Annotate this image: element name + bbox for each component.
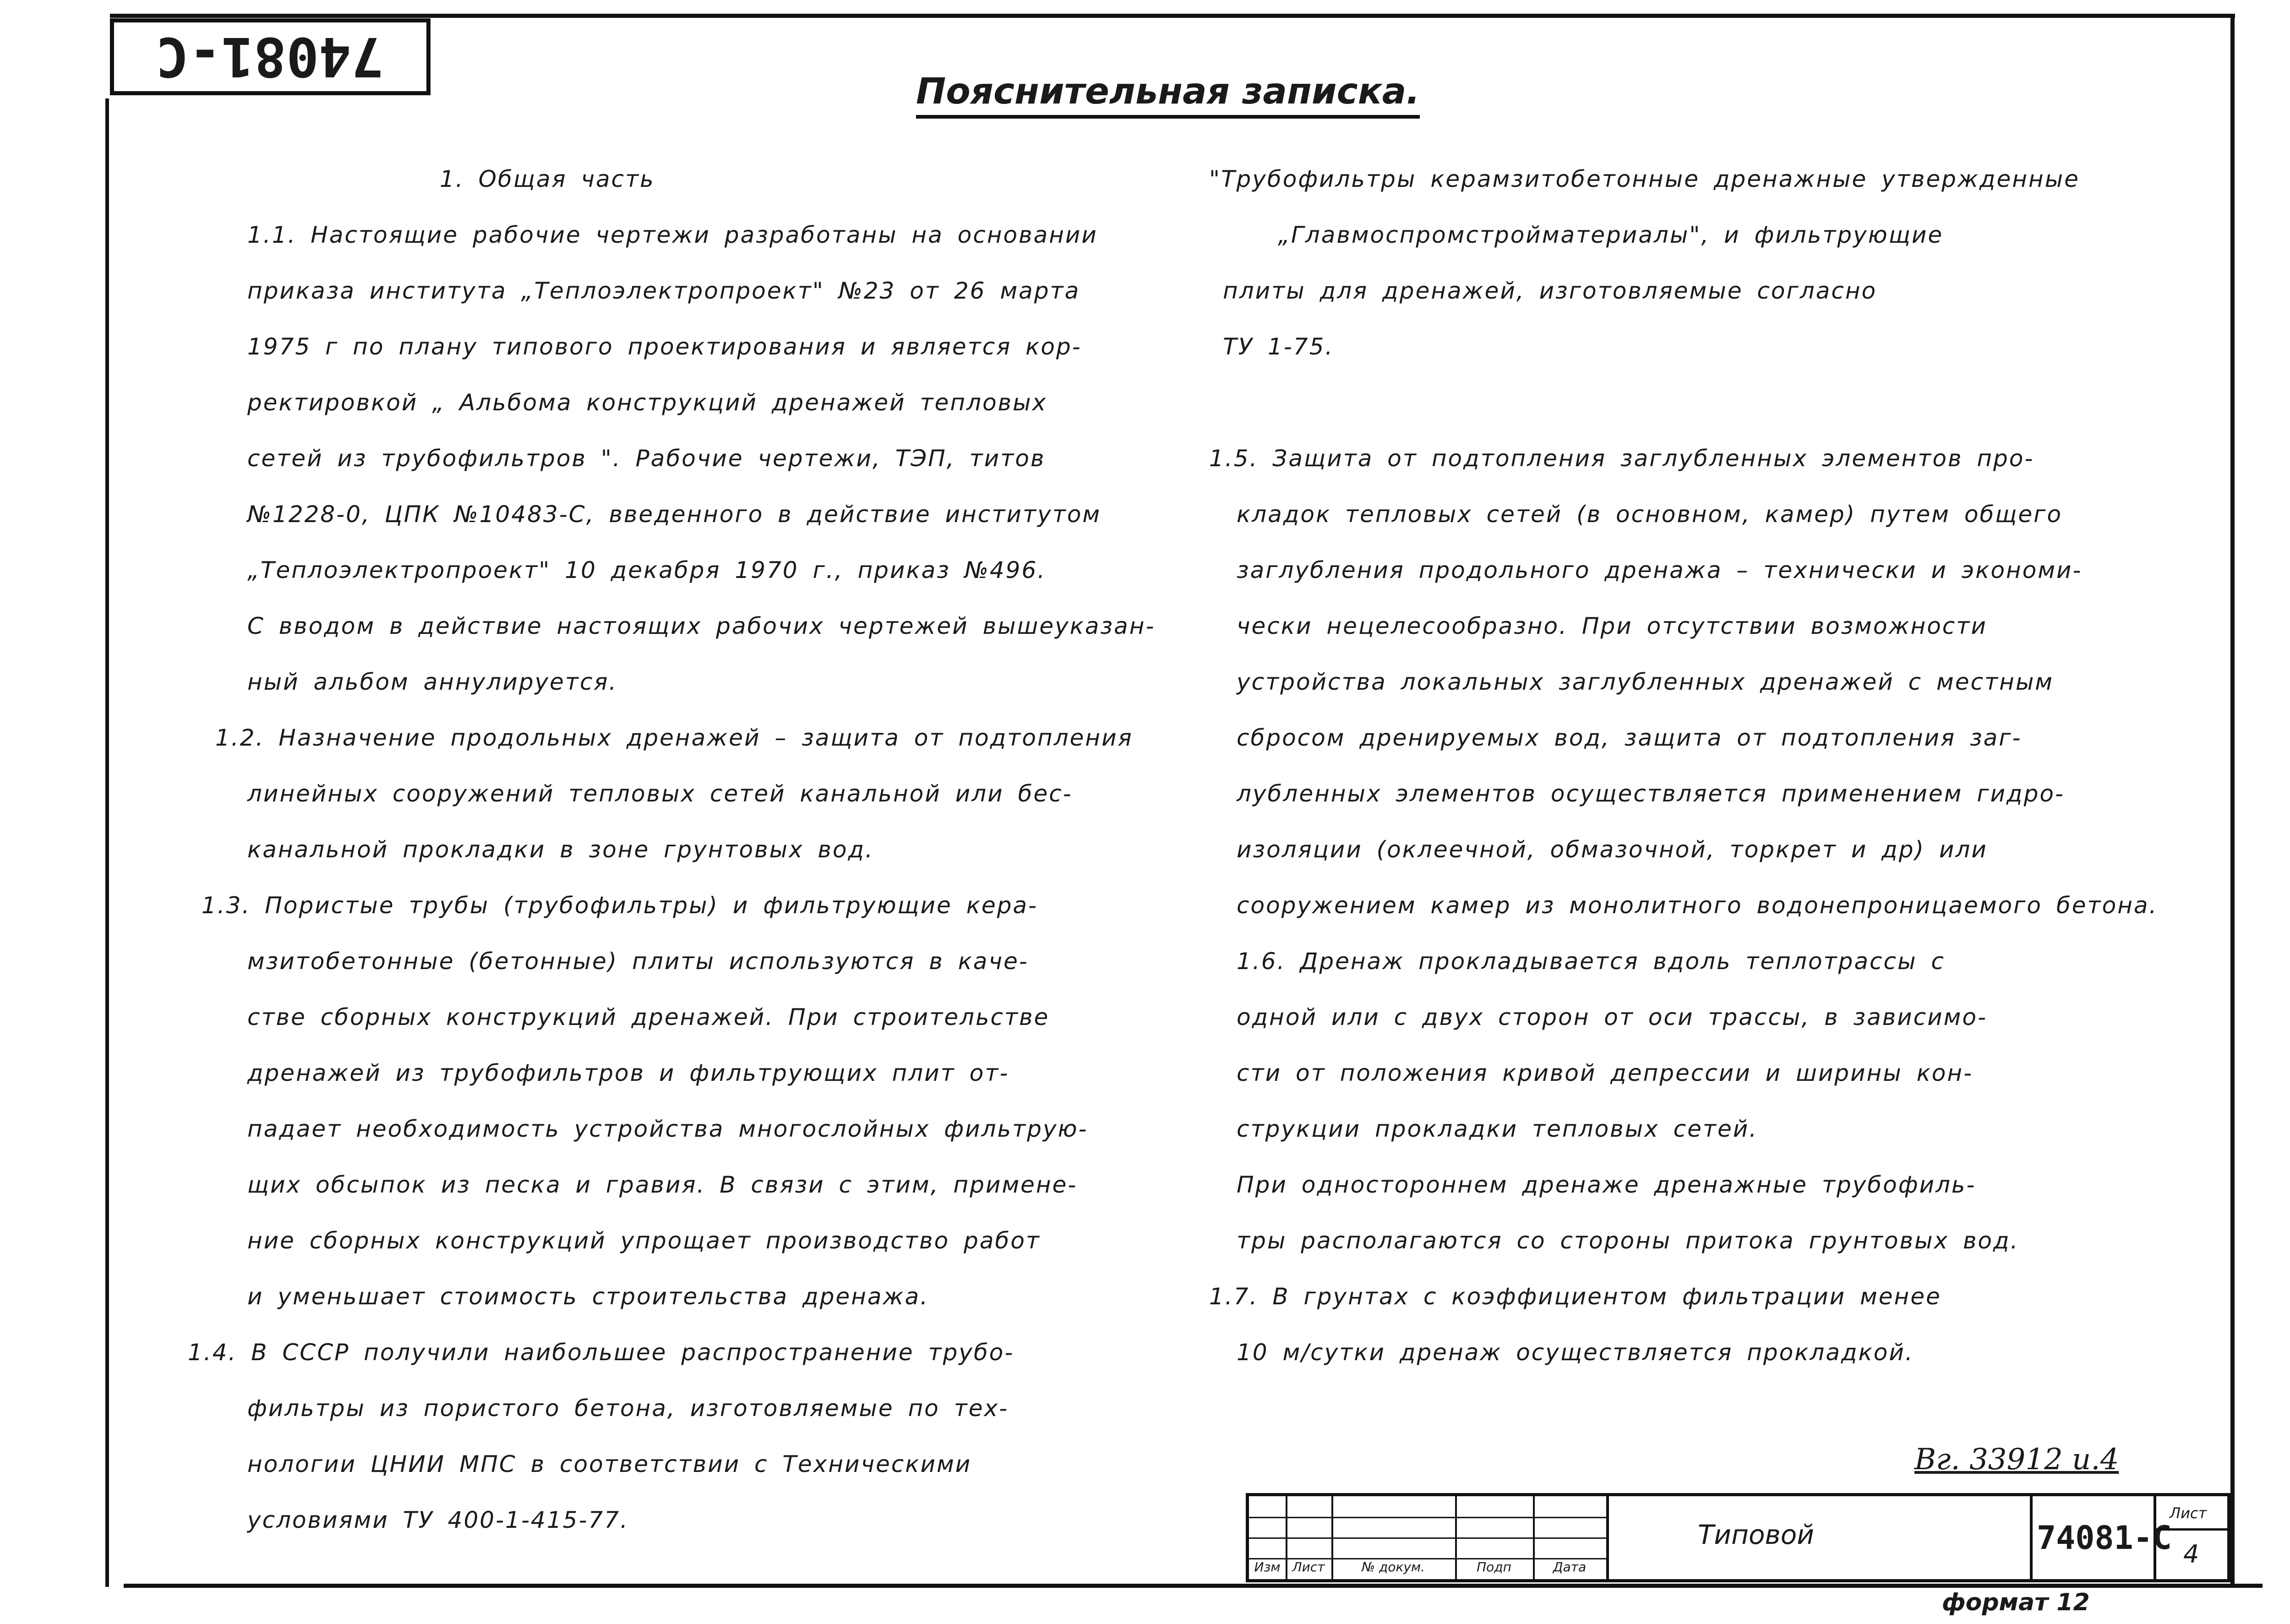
text-line: нологии ЦНИИ МПС в соответствии с Техническими <box>247 1451 972 1477</box>
text-line: 1975 г по плану типового проектирования и является кор- <box>247 333 1082 360</box>
document-number-stamp <box>110 18 431 95</box>
title-block-divider <box>1606 1496 1609 1579</box>
text-line: плиты для дренажей, изготовляемые согласно <box>1223 278 1877 304</box>
title-block-divider <box>2154 1496 2156 1579</box>
text-line: изоляции (оклеечной, обмазочной, торкрет и др) или <box>1237 836 1988 863</box>
text-line: ние сборных конструкций упрощает производство работ <box>247 1227 1041 1254</box>
text-line: приказа института „Теплоэлектропроект" №23 от 26 марта <box>247 278 1080 304</box>
archive-number: Вг. 33912 и.4 <box>1914 1443 2119 1477</box>
frame-top-border <box>110 14 2235 18</box>
text-line: лубленных элементов осуществляется применением гидро- <box>1237 780 2065 807</box>
frame-right-border <box>2230 14 2235 1587</box>
text-line: стве сборных конструкций дренажей. При строительстве <box>247 1004 1050 1030</box>
title-block-row-line <box>1249 1537 1606 1539</box>
text-line: При одностороннем дренаже дренажные трубофиль- <box>1237 1172 1976 1198</box>
text-line: 1.4. В СССР получили наибольшее распространение трубо- <box>188 1339 1014 1366</box>
frame-left-border <box>105 98 109 1587</box>
text-line: 1. Общая часть <box>440 166 655 192</box>
title-block-header: Изм <box>1254 1559 1281 1575</box>
text-line: дренажей из трубофильтров и фильтрующих плит от- <box>247 1060 1009 1086</box>
title-block-code: 74081-С <box>2037 1519 2172 1557</box>
text-line: ТУ 1-75. <box>1223 333 1334 360</box>
text-line: сетей из трубофильтров ". Рабочие чертежи, ТЭП, титов <box>247 445 1046 472</box>
text-line: 1.7. В грунтах с коэффициентом фильтрации менее <box>1209 1283 1941 1310</box>
text-line: 10 м/сутки дренаж осуществляется прокладкой. <box>1237 1339 1914 1366</box>
text-line: ный альбом аннулируется. <box>247 669 618 695</box>
text-line: №1228-0, ЦПК №10483-С, введенного в действие институтом <box>247 501 1101 528</box>
title-block-header: № докум. <box>1361 1559 1425 1575</box>
text-line: мзитобетонные (бетонные) плиты используются в каче- <box>247 948 1029 975</box>
text-line: ректировкой „ Альбома конструкций дренажей тепловых <box>247 389 1047 416</box>
text-line: 1.1. Настоящие рабочие чертежи разработаны на основании <box>247 222 1098 248</box>
text-line: С вводом в действие настоящих рабочих чертежей вышеуказан- <box>247 613 1156 639</box>
title-block-sheet-number: 4 <box>2183 1540 2199 1569</box>
paragraph-gap <box>1209 375 2194 431</box>
text-line: сбросом дренируемых вод, защита от подтопления заг- <box>1237 725 2022 751</box>
text-line: сти от положения кривой депрессии и ширины кон- <box>1237 1060 1974 1086</box>
title-block-row-line <box>1249 1517 1606 1518</box>
text-line: условиями ТУ 400-1-415-77. <box>247 1507 629 1533</box>
title-block-header: Лист <box>1292 1559 1325 1575</box>
text-line: кладок тепловых сетей (в основном, камер) путем общего <box>1237 501 2063 528</box>
page-title: Пояснительная записка. <box>916 71 1420 119</box>
text-line: струкции прокладки тепловых сетей. <box>1237 1116 1758 1142</box>
text-line: и уменьшает стоимость строительства дренажа. <box>247 1283 929 1310</box>
text-line: заглубления продольного дренажа – технически и экономи- <box>1237 557 2083 583</box>
text-line: 1.6. Дренаж прокладывается вдоль теплотрассы с <box>1237 948 1945 975</box>
text-line: падает необходимость устройства многослойных фильтрую- <box>247 1116 1088 1142</box>
text-line: „Теплоэлектропроект" 10 декабря 1970 г., приказ №496. <box>247 557 1047 583</box>
text-line: чески нецелесообразно. При отсутствии возможности <box>1237 613 1987 639</box>
text-line: 1.3. Пористые трубы (трубофильтры) и фильтрующие кера- <box>202 892 1038 919</box>
right-text-column <box>1209 151 2194 1380</box>
text-line: сооружением камер из монолитного водонепроницаемого бетона. <box>1237 892 2158 919</box>
text-line: канальной прокладки в зоне грунтовых вод. <box>247 836 874 863</box>
title-block-divider <box>2030 1496 2033 1579</box>
text-line: тры располагаются со стороны притока грунтовых вод. <box>1237 1227 2019 1254</box>
text-line: щих обсыпок из песка и гравия. В связи с этим, примене- <box>247 1172 1078 1198</box>
title-block-sheet-label: Лист <box>2170 1504 2207 1522</box>
text-line: „Главмоспромстройматериалы", и фильтрующие <box>1278 222 1944 248</box>
text-line: 1.5. Защита от подтопления заглубленных элементов про- <box>1209 445 2034 472</box>
text-line: одной или с двух сторон от оси трассы, в зависимо- <box>1237 1004 1988 1030</box>
document-number-stamp-text: 74081-С <box>156 25 384 88</box>
left-text-column <box>183 151 1168 1548</box>
title-block-header: Подп <box>1477 1559 1511 1575</box>
text-line: 1.2. Назначение продольных дренажей – защита от подтопления <box>215 725 1133 751</box>
title-block-type: Типовой <box>1698 1519 1814 1550</box>
text-line: "Трубофильтры керамзитобетонные дренажные утвержденные <box>1209 166 2080 192</box>
title-block <box>1246 1493 2230 1582</box>
title-block-sheet-line <box>2154 1528 2231 1531</box>
text-line: устройства локальных заглубленных дренажей с местным <box>1237 669 2054 695</box>
title-block-header: Дата <box>1553 1559 1587 1575</box>
text-line: фильтры из пористого бетона, изготовляемые по тех- <box>247 1395 1009 1422</box>
paper-format-label: формат 12 <box>1942 1586 2090 1616</box>
text-line: линейных сооружений тепловых сетей канальной или бес- <box>247 780 1073 807</box>
